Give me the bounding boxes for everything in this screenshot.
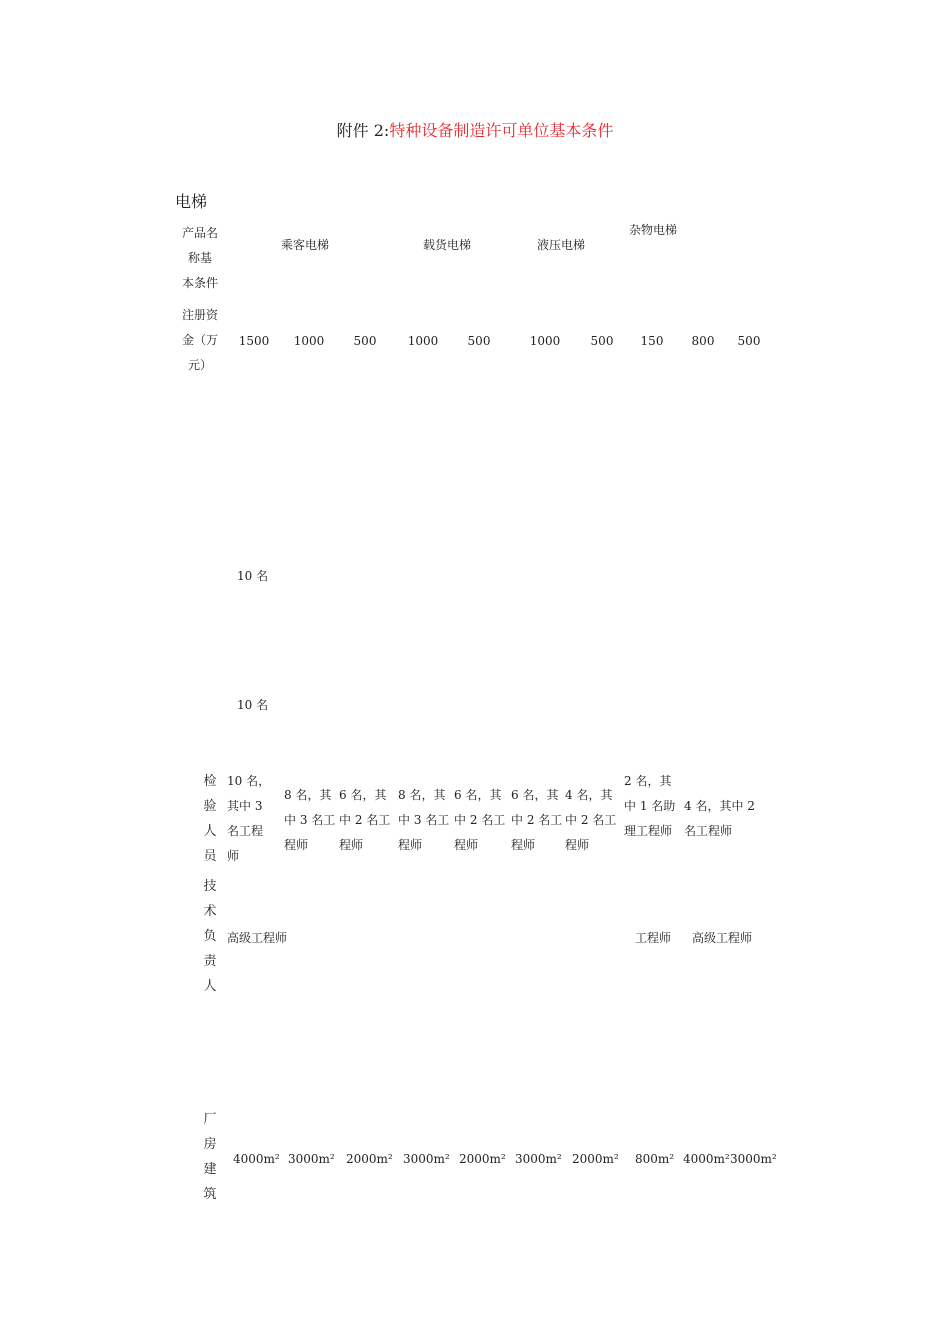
inspector-value: 6 名，其中 2 名工程师 bbox=[511, 788, 563, 852]
capital-value: 150 bbox=[640, 334, 664, 348]
inspector-value: 8 名，其中 3 名工程师 bbox=[284, 788, 336, 852]
plant-area-value: 2000m² bbox=[459, 1152, 506, 1166]
title-prefix: 附件 2: bbox=[336, 121, 390, 140]
column-header: 液压电梯 bbox=[537, 238, 586, 252]
inspector-label-char: 人 bbox=[203, 824, 217, 839]
plant-area-value: 3000m² bbox=[403, 1152, 450, 1166]
tech-label-char: 技 bbox=[203, 879, 217, 894]
capital-value: 500 bbox=[353, 334, 377, 348]
capital-value: 800 bbox=[691, 334, 715, 348]
plant-label bbox=[200, 1107, 220, 1207]
column-header: 载货电梯 bbox=[423, 238, 472, 252]
tech-label-char: 人 bbox=[203, 979, 217, 994]
plant-area-value: 2000m² bbox=[572, 1152, 619, 1166]
tech-label-char: 责 bbox=[203, 954, 217, 969]
capital-value: 500 bbox=[467, 334, 491, 348]
plant-area-value: 3000m² bbox=[288, 1152, 335, 1166]
tech-lead-value: 高级工程师 bbox=[227, 931, 288, 945]
staff-count: 10 名 bbox=[237, 569, 269, 583]
inspector-value: 6 名，其中 2 名工程师 bbox=[339, 788, 391, 852]
column-header: 乘客电梯 bbox=[281, 238, 330, 252]
plant-area-value: 3000m² bbox=[515, 1152, 562, 1166]
capital-value: 1000 bbox=[293, 334, 325, 348]
column-header-text: 杂物电梯 bbox=[628, 223, 677, 237]
tech-lead-value: 工程师 bbox=[635, 931, 672, 945]
inspector-value: 10 名，其中 3 名工程师 bbox=[227, 774, 271, 863]
capital-value: 1000 bbox=[407, 334, 439, 348]
tech-label-char: 负 bbox=[203, 929, 217, 944]
plant-area-value: 4000m² bbox=[233, 1152, 280, 1166]
capital-value: 1000 bbox=[529, 334, 561, 348]
plant-area-value: 2000m² bbox=[346, 1152, 393, 1166]
plant-area-value: 800m² bbox=[635, 1152, 675, 1166]
plant-label-char: 厂 bbox=[203, 1112, 217, 1127]
tech-lead-label bbox=[200, 874, 220, 999]
inspector-value: 8 名，其中 3 名工程师 bbox=[398, 788, 450, 852]
column-header bbox=[627, 218, 679, 243]
inspector-label-char: 验 bbox=[203, 799, 217, 814]
plant-area-value: 4000m² bbox=[683, 1152, 730, 1166]
capital-label-line: 注册资 bbox=[181, 308, 218, 322]
inspector-value: 6 名，其中 2 名工程师 bbox=[454, 788, 506, 852]
corner-line: 产品名 bbox=[181, 226, 218, 240]
capital-label-line: 金（万 bbox=[181, 333, 218, 347]
capital-label-line: 元） bbox=[187, 358, 212, 372]
capital-value: 500 bbox=[737, 334, 761, 348]
title-main: 特种设备制造许可单位基本条件 bbox=[389, 121, 614, 140]
tech-lead-value: 高级工程师 bbox=[692, 931, 753, 945]
corner-line: 称基 bbox=[187, 251, 212, 265]
plant-area-value: 3000m² bbox=[730, 1152, 777, 1166]
section-heading: 电梯 bbox=[175, 192, 208, 211]
inspector-value: 4 名，其中 2 名工程师 bbox=[684, 799, 755, 838]
inspector-label bbox=[200, 769, 220, 869]
inspector-label-char: 检 bbox=[203, 774, 217, 789]
inspector-label-char: 员 bbox=[203, 849, 217, 864]
capital-label bbox=[172, 303, 228, 378]
plant-label-char: 建 bbox=[203, 1162, 217, 1177]
document-title bbox=[0, 118, 950, 141]
plant-label-char: 筑 bbox=[203, 1187, 217, 1202]
capital-value: 1500 bbox=[238, 334, 270, 348]
plant-label-char: 房 bbox=[203, 1137, 217, 1152]
staff-count: 10 名 bbox=[237, 698, 269, 712]
corner-line: 本条件 bbox=[181, 276, 218, 290]
inspector-value: 4 名，其中 2 名工程师 bbox=[565, 788, 617, 852]
tech-label-char: 术 bbox=[203, 904, 217, 919]
inspector-value: 2 名，其中 1 名助理工程师 bbox=[624, 774, 676, 838]
corner-header bbox=[172, 221, 228, 296]
capital-value: 500 bbox=[590, 334, 614, 348]
